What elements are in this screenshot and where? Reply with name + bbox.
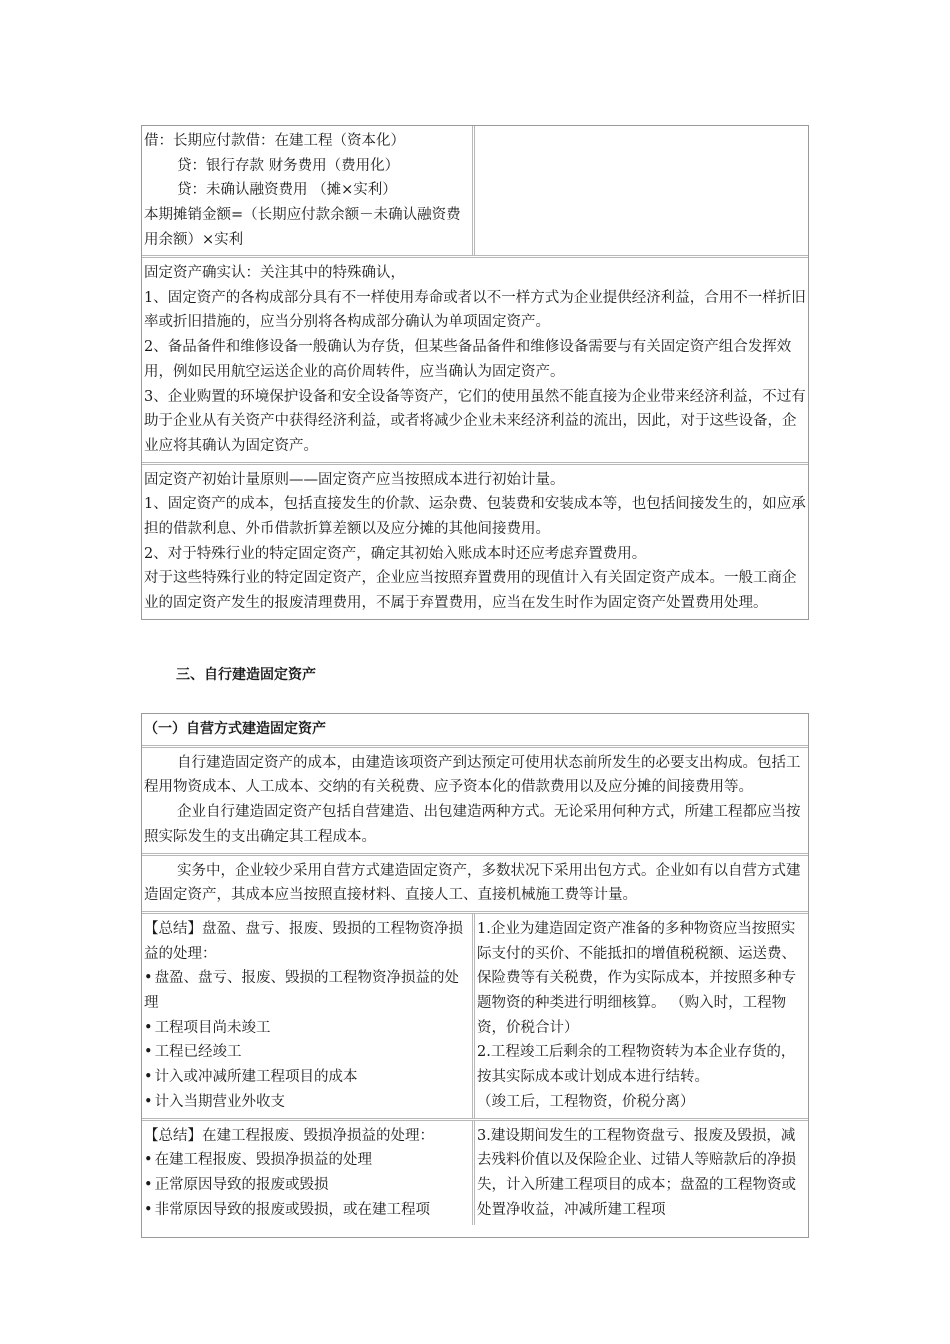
paragraph: 3.建设期间发生的工程物资盘亏、报废及毁损，减去残料价值以及保险企业、过错人等赔款后的净损失，计入所建工程项目的成本；盘盈的工程物资或处置净收益，冲减所建工程项 bbox=[477, 1127, 796, 1218]
summary-bullet: • 工程项目尚未竣工 bbox=[144, 1016, 470, 1041]
summary-bullet: • 在建工程报废、毁损净损益的处理 bbox=[144, 1148, 470, 1173]
recognition-cell bbox=[142, 258, 808, 462]
table1-row-measurement bbox=[142, 462, 808, 619]
intro-cell bbox=[142, 748, 808, 853]
summary-bullet: • 工程已经竣工 bbox=[144, 1040, 470, 1065]
summary-heading: 【总结】在建工程报废、毁损净损益的处理： bbox=[144, 1127, 434, 1144]
journal-line: 借：长期应付款借：在建工程（资本化） bbox=[144, 133, 405, 149]
summary-bullet: • 正常原因导致的报废或毁损 bbox=[144, 1173, 470, 1198]
table2-intro-row bbox=[142, 745, 808, 853]
table2-practice-row bbox=[142, 853, 808, 911]
table1-row-recognition bbox=[142, 255, 808, 462]
paragraph: 2.工程竣工后剩余的工程物资转为本企业存货的，按其实际成本或计划成本进行结转。 bbox=[477, 1044, 796, 1086]
paragraph: 实务中，企业较少采用自营方式建造固定资产，多数状况下采用出包方式。企业如有以自营方式建造固定资产，其成本应当按照直接材料、直接人工、直接机械施工费等计量。 bbox=[144, 862, 801, 904]
paragraph: 固定资产初始计量原则——固定资产应当按照成本进行初始计量。 bbox=[144, 471, 565, 488]
journal-line: 贷：未确认融资费用 （摊×实利） bbox=[177, 182, 397, 199]
paragraph: 1.企业为建造固定资产准备的多种物资应当按照实际支付的买价、不能抵扣的增值税税额、运送费、保险费等有关税费，作为实际成本，并按照多种专题物资的种类进行明细核算。 （购入时，工程物资，价税合计） bbox=[477, 920, 796, 1036]
journal-line: 本期摊销金额=（长期应付款余额－未确认融资费用余额）×实利 bbox=[144, 207, 461, 248]
paragraph: 1、固定资产的各构成部分具有不一样使用寿命或者以不一样方式为企业提供经济利益，合用不一样折旧率或折旧措施的，应当分别将各构成部分确认为单项固定资产。 bbox=[144, 289, 806, 331]
paragraph: 2、对于特殊行业的特定固定资产，确定其初始入账成本时还应考虑弃置费用。 bbox=[144, 545, 647, 562]
summary-bullet: • 计入或冲减所建工程项目的成本 bbox=[144, 1065, 470, 1090]
table1-row-entries bbox=[142, 126, 808, 255]
practice-cell bbox=[142, 856, 808, 911]
paragraph: 1、固定资产的成本，包括直接发生的价款、运杂费、包装费和安装成本等，也包括间接发生的，如应承担的借款利息、外币借款折算差额以及应分摊的其他间接费用。 bbox=[144, 496, 806, 538]
accounting-table-1 bbox=[141, 125, 809, 620]
summary-bullet: • 盘盈、盘亏、报废、毁损的工程物资净损益的处理 bbox=[144, 966, 470, 1015]
accounting-table-2 bbox=[141, 713, 809, 1238]
paragraph: 对于这些特殊行业的特定固定资产，企业应当按照弃置费用的现值计入有关固定资产成本。一般工商企业的固定资产发生的报废清理费用，不属于弃置费用，应当在发生时作为固定资产处置费用处理。 bbox=[144, 570, 797, 612]
summary-cell-a bbox=[142, 914, 475, 1118]
paragraph: 自行建造固定资产的成本，由建造该项资产到达预定可使用状态前所发生的必要支出构成。包括工程用物资成本、人工成本、交纳的有关税费、应予资本化的借款费用以及应分摊的间接费用等。 bbox=[144, 754, 801, 796]
table2-summary-row-b bbox=[142, 1118, 808, 1226]
summary-cell-b bbox=[142, 1121, 475, 1226]
table2-title-row bbox=[142, 714, 808, 745]
summary-bullet: • 计入当期营业外收支 bbox=[144, 1090, 470, 1115]
explanation-cell-a bbox=[475, 914, 808, 1118]
table-title: （一）自营方式建造固定资产 bbox=[144, 721, 326, 737]
paragraph: 3、企业购置的环境保护设备和安全设备等资产，它们的使用虽然不能直接为企业带来经济利益，不过有助于企业从有关资产中获得经济利益，或者将减少企业未来经济利益的流出，因此，对于这些设备，企业应将其确认为固定资产。 bbox=[144, 388, 806, 454]
paragraph: 企业自行建造固定资产包括自营建造、出包建造两种方式。无论采用何种方式，所建工程都应当按照实际发生的支出确定其工程成本。 bbox=[144, 804, 801, 845]
journal-line: 贷：银行存款 财务费用（费用化） bbox=[177, 157, 400, 174]
empty-cell bbox=[475, 126, 808, 255]
measurement-cell bbox=[142, 465, 808, 619]
paragraph: 固定资产确实认：关注其中的特殊确认， bbox=[144, 265, 405, 281]
section-heading: 三、自行建造固定资产 bbox=[176, 667, 316, 683]
explanation-cell-b bbox=[475, 1121, 808, 1226]
paragraph: （竣工后，工程物资，价税分离） bbox=[477, 1093, 695, 1110]
summary-bullet: • 非常原因导致的报废或毁损，或在建工程项 bbox=[144, 1198, 470, 1223]
journal-entry-cell bbox=[142, 126, 475, 255]
table2-summary-row-a bbox=[142, 911, 808, 1118]
summary-heading: 【总结】盘盈、盘亏、报废、毁损的工程物资净损益的处理： bbox=[144, 920, 463, 962]
paragraph: 2、备品备件和维修设备一般确认为存货，但某些备品备件和维修设备需要与有关固定资产组合发挥效用，例如民用航空运送企业的高价周转件，应当确认为固定资产。 bbox=[144, 339, 792, 380]
